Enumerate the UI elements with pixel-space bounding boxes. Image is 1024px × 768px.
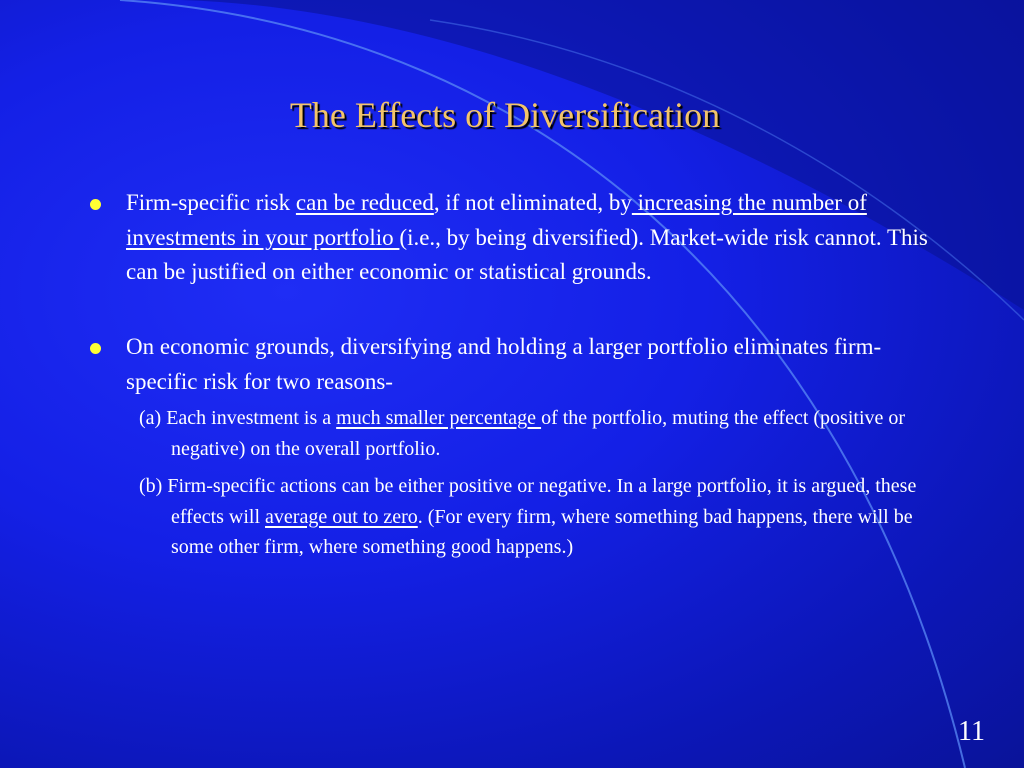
- bullet-1-underline-b: increasing the number of investments in your portfolio: [126, 190, 867, 250]
- bullet-dot-icon: [90, 199, 101, 210]
- sub-bullet-a-text: [139, 403, 939, 464]
- bullet-item-2: [86, 330, 936, 399]
- bullet-text-1: [126, 186, 936, 290]
- bullet-item-1: [86, 186, 936, 290]
- sub-a-underline: much smaller percentage: [336, 407, 542, 429]
- sub-a-text-b: of the portfolio, muting the effect (positive or negative) on the overall portfolio.: [171, 407, 906, 460]
- slide-title: The Effects of Diversification: [289, 95, 721, 135]
- sub-bullet-b: [139, 471, 939, 563]
- bullet-1-text-a: Firm-specific risk: [126, 190, 296, 215]
- bullet-1-text-b: , if not eliminated, by: [433, 190, 632, 215]
- bullet-1-text-c: (i.e., by being diversified). Market-wide risk cannot. This can be justified on either economic or statistical grounds.: [126, 224, 928, 284]
- sub-bullet-b-text: [139, 471, 939, 563]
- sub-b-underline: average out to zero: [265, 505, 418, 528]
- sub-b-text-a: (b) Firm-specific actions can be either positive or negative. In a large portfolio, it is argued, these effects will: [139, 475, 917, 528]
- sub-b-text-b: . (For every firm, where something bad happens, there will be some other firm, where something good happens.): [171, 505, 913, 558]
- page-number: 11: [958, 716, 985, 747]
- sub-bullet-a: [139, 403, 939, 464]
- bullet-2-text-a: On economic grounds, diversifying and holding a larger portfolio eliminates firm-specific risk for two reasons-: [126, 334, 882, 394]
- bullet-dot-icon: [90, 343, 101, 354]
- sub-a-text-a: (a) Each investment is a: [139, 407, 337, 429]
- bullet-1-underline-a: can be reduced: [295, 190, 434, 215]
- bullet-text-2: [126, 330, 936, 399]
